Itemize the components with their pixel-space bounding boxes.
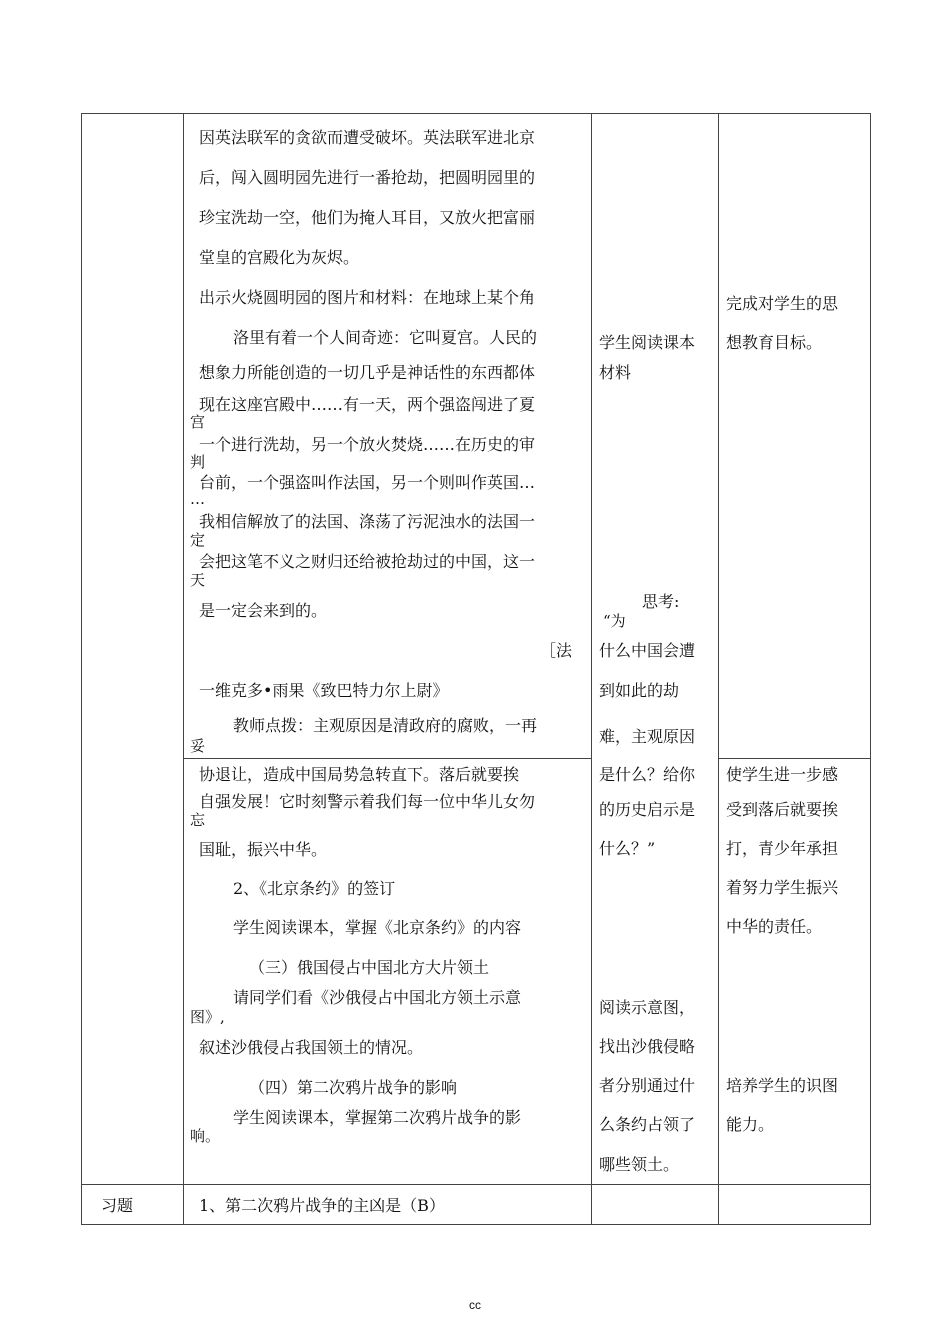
content-line: 一维克多•雨果《致巴特力尔上尉》 bbox=[199, 681, 449, 700]
content-line: 定 bbox=[190, 531, 206, 549]
content-line: 出示火烧圆明园的图片和材料：在地球上某个角 bbox=[199, 288, 536, 307]
content-line: … bbox=[190, 490, 205, 508]
activity-line: 学生阅读课本 bbox=[599, 333, 696, 352]
content-line: 会把这笔不义之财归还给被抢劫过的中国，这一 bbox=[199, 552, 536, 571]
content-line: 叙述沙俄侵占我国领土的情况。 bbox=[199, 1038, 424, 1057]
activity-line: 者分别通过什 bbox=[599, 1076, 696, 1095]
cell-divider bbox=[718, 758, 871, 759]
activity-line: 是什么？给你 bbox=[599, 765, 696, 784]
content-line: 我相信解放了的法国、涤荡了污泥浊水的法国一 bbox=[199, 512, 536, 531]
activity-line: 到如此的劫 bbox=[599, 681, 680, 700]
content-line: 天 bbox=[190, 571, 206, 589]
cell-divider bbox=[183, 758, 591, 759]
intent-line: 使学生进一步感 bbox=[726, 765, 839, 784]
activity-line: 什么中国会遭 bbox=[599, 641, 696, 660]
intent-line: 培养学生的识图 bbox=[726, 1076, 839, 1095]
table-border-top bbox=[81, 113, 871, 114]
content-line: 2、《北京条约》的签订 bbox=[233, 879, 396, 898]
content-line: 珍宝洗劫一空，他们为掩人耳目，又放火把富丽 bbox=[199, 208, 536, 227]
content-line: 请同学们看《沙俄侵占中国北方领土示意 bbox=[233, 988, 522, 1007]
content-line: 学生阅读课本，掌握《北京条约》的内容 bbox=[233, 918, 522, 937]
content-line: 判 bbox=[190, 453, 206, 471]
column-divider bbox=[591, 113, 592, 1225]
intent-line: 中华的责任。 bbox=[726, 917, 823, 936]
content-line: 后，闯入圆明园先进行一番抢劫，把圆明园里的 bbox=[199, 168, 536, 187]
content-line: 国耻，振兴中华。 bbox=[199, 840, 328, 859]
content-line: 是一定会来到的。 bbox=[199, 601, 328, 620]
content-line: （四）第二次鸦片战争的影响 bbox=[249, 1078, 458, 1097]
content-line: 响。 bbox=[190, 1127, 221, 1145]
activity-line: 么条约占领了 bbox=[599, 1115, 696, 1134]
content-line: 自强发展！它时刻警示着我们每一位中华儿女勿 bbox=[199, 792, 536, 811]
intent-line: 能力。 bbox=[726, 1115, 775, 1134]
activity-line: 什么？” bbox=[599, 839, 656, 858]
activity-line: 难，主观原因 bbox=[599, 727, 696, 746]
content-line: ［法 bbox=[540, 641, 573, 660]
intent-line: 打，青少年承担 bbox=[726, 839, 839, 858]
intent-line: 着努力学生振兴 bbox=[726, 878, 839, 897]
content-line: 图》, bbox=[190, 1008, 225, 1026]
content-line: 想象力所能创造的一切几乎是神话性的东西都体 bbox=[199, 363, 536, 382]
page-footer: cc bbox=[469, 1298, 481, 1312]
activity-line: 思考: bbox=[642, 592, 680, 611]
content-line: （三）俄国侵占中国北方大片领土 bbox=[249, 958, 490, 977]
column-divider bbox=[718, 113, 719, 1225]
activity-line: “为 bbox=[603, 612, 626, 630]
activity-line: 找出沙俄侵略 bbox=[599, 1037, 696, 1056]
table-border-bottom bbox=[81, 1224, 871, 1225]
content-line: 宫 bbox=[190, 413, 206, 431]
exercise-label: 习题 bbox=[101, 1196, 134, 1215]
intent-line: 完成对学生的思 bbox=[726, 294, 839, 313]
content-line: 学生阅读课本，掌握第二次鸦片战争的影 bbox=[233, 1108, 522, 1127]
activity-line: 阅读示意图， bbox=[599, 998, 696, 1017]
content-line: 忘 bbox=[190, 811, 206, 829]
column-divider bbox=[183, 113, 184, 1225]
intent-line: 想教育目标。 bbox=[726, 333, 823, 352]
content-line: 妥 bbox=[190, 737, 206, 755]
content-line: 现在这座宫殿中……有一天，两个强盗闯进了夏 bbox=[199, 395, 536, 414]
activity-line: 材料 bbox=[599, 363, 632, 382]
content-line: 洛里有着一个人间奇迹：它叫夏宫。人民的 bbox=[233, 328, 538, 347]
exercise-question: 1、第二次鸦片战争的主凶是（B） bbox=[199, 1196, 445, 1215]
activity-line: 的历史启示是 bbox=[599, 800, 696, 819]
table-border-mid bbox=[81, 1184, 871, 1185]
activity-line: 哪些领土。 bbox=[599, 1155, 680, 1174]
content-line: 因英法联军的贪欲而遭受破坏。英法联军进北京 bbox=[199, 128, 536, 147]
table-border-left bbox=[81, 113, 82, 1225]
table-border-right bbox=[870, 113, 871, 1225]
content-line: 一个进行洗劫，另一个放火焚烧……在历史的审 bbox=[199, 435, 536, 454]
content-line: 教师点拨：主观原因是清政府的腐败，一再 bbox=[233, 716, 538, 735]
intent-line: 受到落后就要挨 bbox=[726, 800, 839, 819]
content-line: 堂皇的宫殿化为灰烬。 bbox=[199, 248, 360, 267]
content-line: 协退让，造成中国局势急转直下。落后就要挨 bbox=[199, 765, 520, 784]
content-line: 台前，一个强盗叫作法国，另一个则叫作英国… bbox=[199, 473, 536, 492]
